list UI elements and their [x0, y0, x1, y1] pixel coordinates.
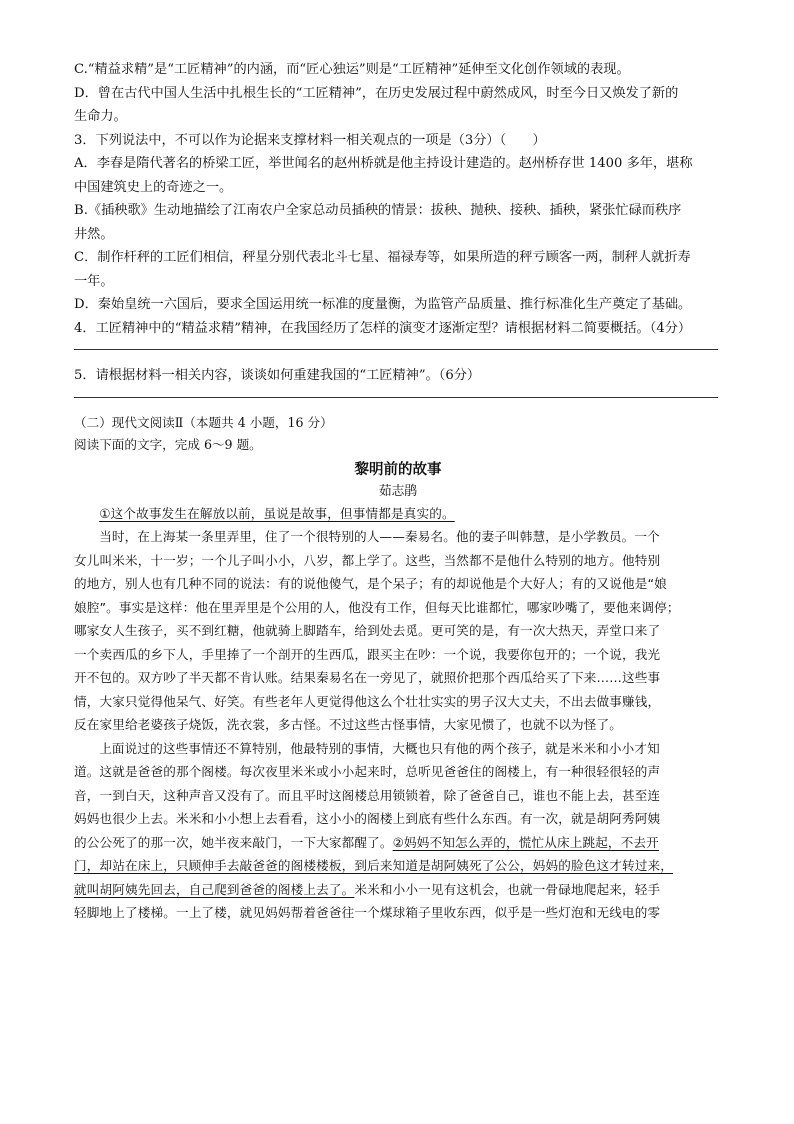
story-paragraph-3-line-8: 轻脚地上了楼梯。一上了楼，就见妈妈帮着爸爸往一个煤球箱子里收东西，似乎是一些灯泡和无线电的零	[74, 905, 661, 920]
underlined-sentence-2-end: 就叫胡阿姨先回去，自己爬到爸爸的阁楼上去了。	[74, 881, 355, 897]
story-paragraph-2-line-6: 一个卖西瓜的乡下人，手里捧了一个剖开的生西瓜，跟买主在吵：一个说，我要你包开的；一个说，我光	[74, 646, 661, 662]
story-paragraph-1	[74, 502, 722, 526]
underlined-sentence-1: ①这个故事发生在解放以前，虽说是故事，但事情都是真实的。	[99, 505, 455, 521]
q3-option-a-cont: 中国建筑史上的奇迹之一。	[74, 179, 233, 195]
story-paragraph-2-line-7: 开不包的。双方吵了半天都不肯认账。结果秦易名在一旁见了，就照价把那个西瓜给买了下来……这些事	[74, 670, 661, 685]
story-paragraph-2-line-5: 哪家女人生孩子，买不到红糖，他就骑上脚踏车，给到处去觅。更可笑的是，有一次大热天，弄堂口来了	[74, 623, 661, 638]
section-heading: （二）现代文阅读Ⅱ（本题共 4 小题，16 分）	[74, 414, 333, 430]
q2-option-d: D．曾在古代中国人生活中扎根生长的“工匠精神”，在历史发展过程中蔚然成风，时至今日又焕发了新的	[74, 85, 679, 101]
q4-answer-line[interactable]	[74, 340, 718, 350]
story-paragraph-2-line-8: 情，大家只觉得他呆气、好笑。有些老年人更觉得他这么个壮壮实实的男子汉大丈夫，不出去做事赚钱，	[74, 693, 661, 709]
story-title: 黎明前的故事	[354, 460, 442, 478]
q3-option-b-cont: 井然。	[74, 226, 114, 242]
q3-option-a: A．李春是隋代著名的桥梁工匠，举世闻名的赵州桥就是他主持设计建造的。赵州桥存世 1400 多年，堪称	[74, 156, 693, 171]
story-paragraph-2-line-4: 娘腔”。事实是这样：他在里弄里是个公用的人，他没有工作，但每天比谁都忙，哪家吵嘴了，要他来调停；	[74, 599, 680, 615]
story-paragraph-2-line-1: 当时，在上海某一条里弄里，住了一个很特别的人——秦易名。他的妻子叫韩慧，是小学教员。一个	[99, 529, 660, 544]
story-paragraph-3-line-7	[74, 878, 722, 902]
q5-answer-line[interactable]	[74, 388, 718, 398]
story-paragraph-2-line-2: 女儿叫米米，十一岁；一个儿子叫小小，八岁，都上学了。这些，当然都不是他什么特别的地方。他特别	[74, 552, 661, 568]
plain-text: 米米和小小一见有这机会，也就一骨碌地爬起来，轻手	[354, 881, 661, 897]
story-paragraph-3-line-1: 上面说过的这些事情还不算特别，他最特别的事情，大概也只有他的两个孩子，就是米米和小小才知	[99, 740, 660, 756]
story-paragraph-3-line-3: 音，一到白天，这种声音又没有了。而且平时这阁楼总用锁锁着，除了爸爸自己，谁也不能上去，甚至连	[74, 787, 661, 803]
story-paragraph-3-line-6	[74, 854, 722, 878]
underlined-sentence-2: ②妈妈不知怎么弄的，慌忙从床上跳起，不去开	[392, 834, 659, 850]
underlined-sentence-2-cont: 门，却站在床上，只顾伸手去敲爸爸的阁楼楼板，到后来知道是胡阿姨死了公公，妈妈的脸色这才转过来，	[74, 858, 673, 873]
q3-option-b: B.《插秧歌》生动地描绘了江南农户全家总动员插秧的情景：拔秧、抛秧、接秧、插秧，紧张忙碌而秩序	[74, 203, 682, 218]
q3-option-c-cont: 一年。	[74, 273, 114, 289]
q3-option-c: C．制作杆秤的工匠们相信，秤星分别代表北斗七星、福禄寿等，如果所造的秤亏顾客一两，制秤人就折寿	[74, 250, 691, 265]
q3-option-d: D．秦始皇统一六国后，要求全国运用统一标准的度量衡，为监管产品质量、推行标准化生产奠定了基础。	[74, 297, 692, 312]
story-paragraph-2-line-9: 反在家里给老婆孩子烧饭，洗衣裳，多古怪。不过这些古怪事情，大家见惯了，也就不以为怪了。	[74, 717, 622, 732]
q2-option-c: C.“精益求精”是“工匠精神”的内涵，而“匠心独运”则是“工匠精神”延伸至文化创作领域的表现。	[74, 62, 630, 77]
section-instruction: 阅读下面的文字，完成 6～9 题。	[74, 436, 262, 452]
story-paragraph-3-line-2: 道。这就是爸爸的那个阁楼。每次夜里米米或小小起来时，总听见爸爸住的阁楼上，有一种很轻很轻的声	[74, 764, 661, 779]
story-author: 茹志鹃	[378, 483, 418, 499]
q4-stem: 4．工匠精神中的“精益求精”精神，在我国经历了怎样的演变才逐渐定型？请根据材料二简要概括。（4分）	[74, 320, 692, 336]
story-paragraph-2-line-3: 的地方，别人也有几种不同的说法：有的说他傻气，是个呆子；有的却说他是个大好人；有的又说他是“娘	[74, 576, 667, 591]
q2-option-d-cont: 生命力。	[74, 109, 127, 124]
q5-stem: 5．请根据材料一相关内容，谈谈如何重建我国的“工匠精神”。（6分）	[74, 368, 481, 383]
q3-stem: 3．下列说法中，不可以作为论据来支撑材料一相关观点的一项是（3分）（ ）	[74, 132, 546, 148]
story-paragraph-3-line-5	[74, 831, 722, 855]
exam-page	[74, 58, 722, 925]
plain-text: 的公公死了的那一次，她半夜来敲门，一下大家都醒了。	[74, 834, 393, 850]
story-paragraph-3-line-4: 妈妈也很少上去。米米和小小想上去看看，这小小的阁楼上到底有些什么东西。有一次，就是胡阿秀阿姨	[74, 811, 661, 826]
